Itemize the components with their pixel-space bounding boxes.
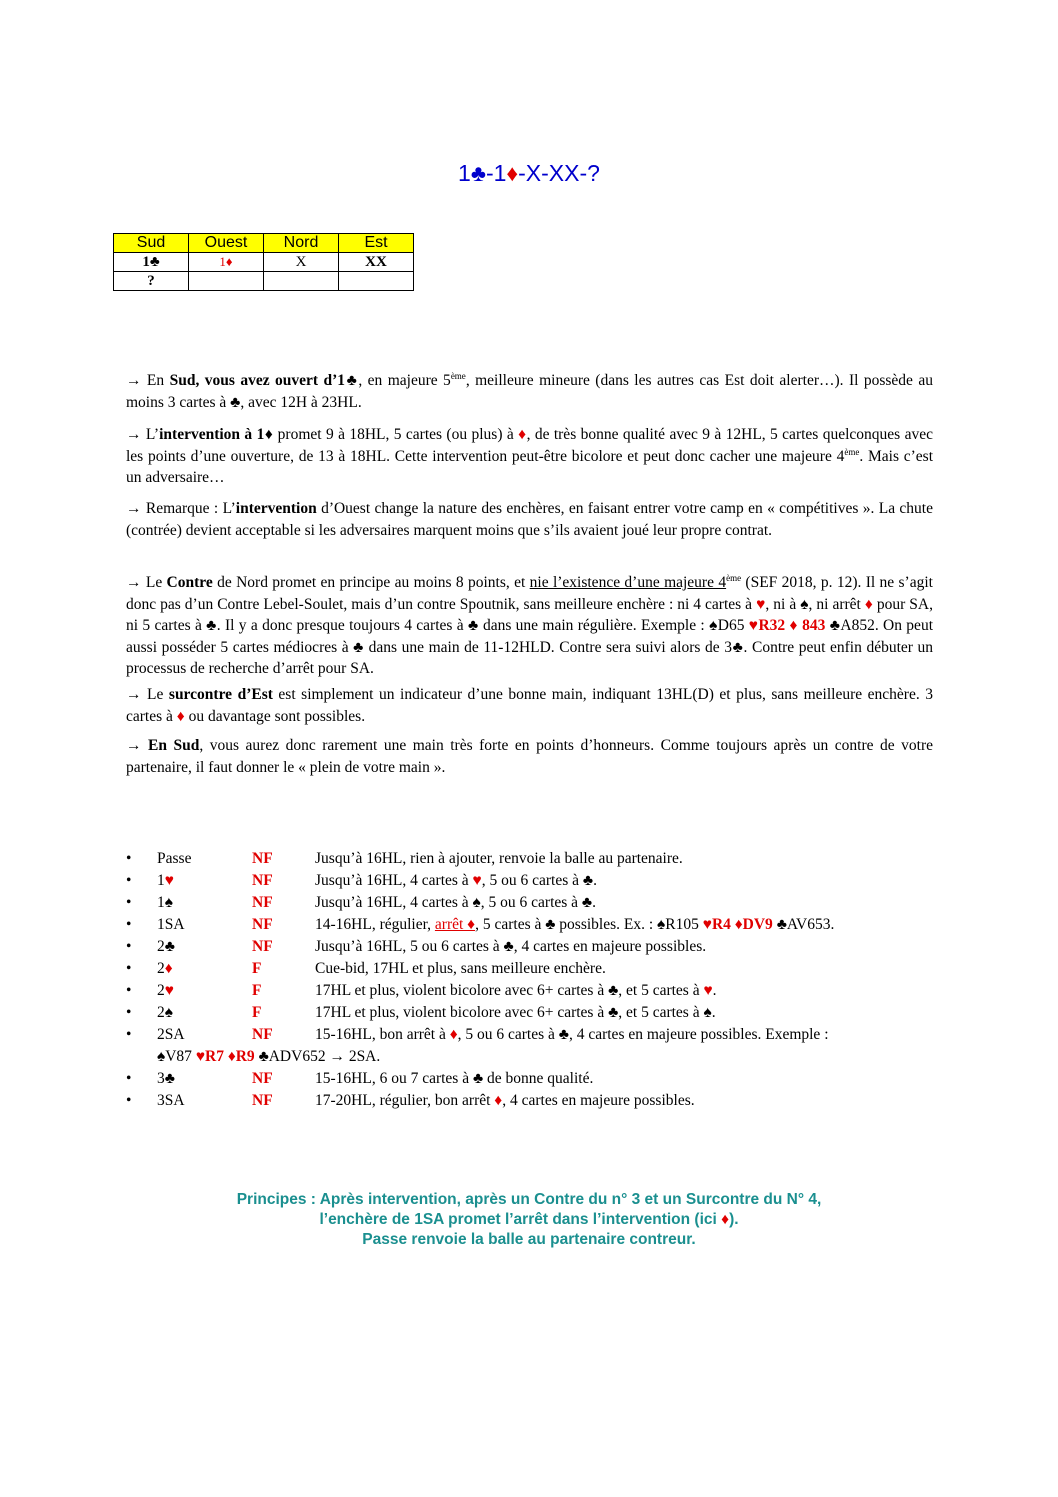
- list-item: [126, 914, 936, 936]
- bid-label: 1♠: [157, 894, 173, 911]
- title-part: -X-XX-?: [518, 160, 600, 186]
- bid-label: 3♣: [157, 1070, 175, 1087]
- bid-description: Jusqu’à 16HL, rien à ajouter, renvoie la balle au partenaire.: [315, 850, 683, 867]
- bid-label: 2♥: [157, 982, 174, 999]
- table-row: [114, 272, 414, 291]
- paragraph-intervention: → L’intervention à 1♦ promet 9 à 18HL, 5 cartes (ou plus) à ♦, de très bonne qualité avec 9 à 12HL, 5 cartes quelconques avec les points d’une ouverture, de 13 à 18HL. Cette intervention peut-être bicolore et peut donc cacher une majeure 4ème. Mais c’est un adversaire…: [126, 426, 933, 486]
- bid-description: 17HL et plus, violent bicolore avec 6+ cartes à ♣, et 5 cartes à ♠.: [315, 1004, 716, 1021]
- principles-line: l’enchère de 1SA promet l’arrêt dans l’intervention (ici ♦).: [319, 1211, 739, 1228]
- bullet: •: [126, 960, 132, 977]
- bid-description: Jusqu’à 16HL, 4 cartes à ♠, 5 ou 6 cartes à ♣.: [315, 894, 596, 911]
- list-item: [126, 1024, 936, 1068]
- forcing-label: NF: [252, 938, 273, 955]
- bullet: •: [126, 982, 132, 999]
- list-item: [126, 936, 936, 958]
- bid-description: 15-16HL, bon arrêt à ♦, 5 ou 6 cartes à ♣, 4 cartes en majeure possibles. Exemple :: [315, 1026, 829, 1043]
- bullet: •: [126, 894, 132, 911]
- paragraph-contre: → Le Contre de Nord promet en principe au moins 8 points, et nie l’existence d’une majeure 4ème (SEF 2018, p. 12). Il ne s’agit donc pas d’un Contre Lebel-Soulet, mais d’un contre Spoutnik, sans meilleure enchère : ni 4 cartes à ♥, ni à ♠, ni arrêt ♦ pour SA, ni 5 cartes à ♣. Il y a donc presque toujours 4 cartes à ♣ dans une main régulière. Exemple : ♠D65 ♥R32 ♦ 843 ♣A852. On peut aussi posséder 5 cartes médiocres à ♣ dans une main de 11-12HLD. Contre sera suivi alors de 3♣. Contre peut enfin débuter un processus de recherche d’arrêt pour SA.: [126, 572, 933, 677]
- bid-label: 1SA: [157, 916, 185, 933]
- bid-cell: X: [264, 253, 339, 272]
- bullet: •: [126, 1092, 132, 1109]
- table-header-row: [114, 234, 414, 253]
- title-part: 1: [458, 160, 471, 186]
- bullet: •: [126, 1004, 132, 1021]
- bid-description: 17HL et plus, violent bicolore avec 6+ cartes à ♣, et 5 cartes à ♥.: [315, 982, 717, 999]
- bid-label: Passe: [157, 850, 192, 867]
- bid-description: Jusqu’à 16HL, 5 ou 6 cartes à ♣, 4 cartes en majeure possibles.: [315, 938, 707, 955]
- bid-example: ♠V87 ♥R7 ♦R9 ♣ADV652 → 2SA.: [157, 1048, 381, 1065]
- bid-cell: 1♦: [189, 253, 264, 272]
- bid-description: 15-16HL, 6 ou 7 cartes à ♣ de bonne qualité.: [315, 1070, 594, 1087]
- bullet: •: [126, 872, 132, 889]
- bid-cell: XX: [339, 253, 414, 272]
- forcing-label: NF: [252, 894, 273, 911]
- paragraph-remark: → Remarque : L’intervention d’Ouest change la nature des enchères, en faisant entrer votre camp en « compétitives ». La chute (contrée) devient acceptable si les adversaires marquent moins que s’ils avaient joué leur propre contrat.: [126, 500, 933, 539]
- bullet: •: [126, 1070, 132, 1087]
- bid-cell: [264, 272, 339, 291]
- forcing-label: NF: [252, 916, 273, 933]
- list-item: [126, 1002, 936, 1024]
- bid-label: 2♠: [157, 1004, 173, 1021]
- bid-label: 3SA: [157, 1092, 185, 1109]
- bid-cell: [339, 272, 414, 291]
- bid-cell: [189, 272, 264, 291]
- list-item: [126, 892, 936, 914]
- bid-description: Cue-bid, 17HL et plus, sans meilleure enchère.: [315, 960, 606, 977]
- header-est: Est: [339, 234, 414, 253]
- forcing-label: NF: [252, 1026, 273, 1043]
- bidding-table: [113, 233, 414, 291]
- header-sud: Sud: [114, 234, 189, 253]
- bullet: •: [126, 916, 132, 933]
- bullet: •: [126, 850, 132, 867]
- bullet: •: [126, 938, 132, 955]
- list-item: [126, 870, 936, 892]
- list-item: [126, 958, 936, 980]
- principles-line: Principes : Après intervention, après un Contre du n° 3 et un Surcontre du N° 4,: [236, 1191, 822, 1208]
- diamond-icon: ♦: [506, 160, 519, 186]
- bid-description: 14-16HL, régulier, arrêt ♦, 5 cartes à ♣ possibles. Ex. : ♠R105 ♥R4 ♦DV9 ♣AV653.: [315, 916, 835, 933]
- bid-description: 17-20HL, régulier, bon arrêt ♦, 4 cartes en majeure possibles.: [315, 1092, 695, 1109]
- header-nord: Nord: [264, 234, 339, 253]
- forcing-label: F: [252, 1004, 262, 1021]
- page-title: [0, 160, 1058, 187]
- club-icon: ♣: [470, 160, 486, 186]
- paragraph-sud: → En Sud, vous aurez donc rarement une main très forte en points d’honneurs. Comme toujours après un contre de votre partenaire, il faut donner le « plein de votre main ».: [126, 737, 933, 776]
- bid-cell: ?: [114, 272, 189, 291]
- principles-line: Passe renvoie la balle au partenaire contreur.: [362, 1231, 696, 1248]
- paragraph-opening: → En Sud, vous avez ouvert d’1♣, en majeure 5ème, meilleure mineure (dans les autres cas Est doit alerter…). Il possède au moins 3 cartes à ♣, avec 12H à 23HL.: [126, 370, 933, 411]
- forcing-label: F: [252, 982, 262, 999]
- bid-label: 2♣: [157, 938, 175, 955]
- list-item: [126, 1068, 936, 1090]
- response-list: [126, 848, 936, 1112]
- forcing-label: NF: [252, 1092, 273, 1109]
- forcing-label: NF: [252, 872, 273, 889]
- title-part: -1: [485, 160, 507, 186]
- principles-box: [0, 1190, 1058, 1250]
- bid-label: 2SA: [157, 1026, 185, 1043]
- bid-description: Jusqu’à 16HL, 4 cartes à ♥, 5 ou 6 cartes à ♣.: [315, 872, 597, 889]
- paragraph-surcontre: → Le surcontre d’Est est simplement un indicateur d’une bonne main, indiquant 13HL(D) et plus, sans meilleure enchère. 3 cartes à ♦ ou davantage sont possibles.: [126, 686, 933, 725]
- list-item: [126, 980, 936, 1002]
- bullet: •: [126, 1026, 132, 1043]
- bid-cell: 1♣: [114, 253, 189, 272]
- table-row: [114, 253, 414, 272]
- forcing-label: F: [252, 960, 262, 977]
- bid-label: 1♥: [157, 872, 174, 889]
- bid-label: 2♦: [157, 960, 173, 977]
- forcing-label: NF: [252, 850, 273, 867]
- list-item: [126, 1090, 936, 1112]
- list-item: [126, 848, 936, 870]
- header-ouest: Ouest: [189, 234, 264, 253]
- forcing-label: NF: [252, 1070, 273, 1087]
